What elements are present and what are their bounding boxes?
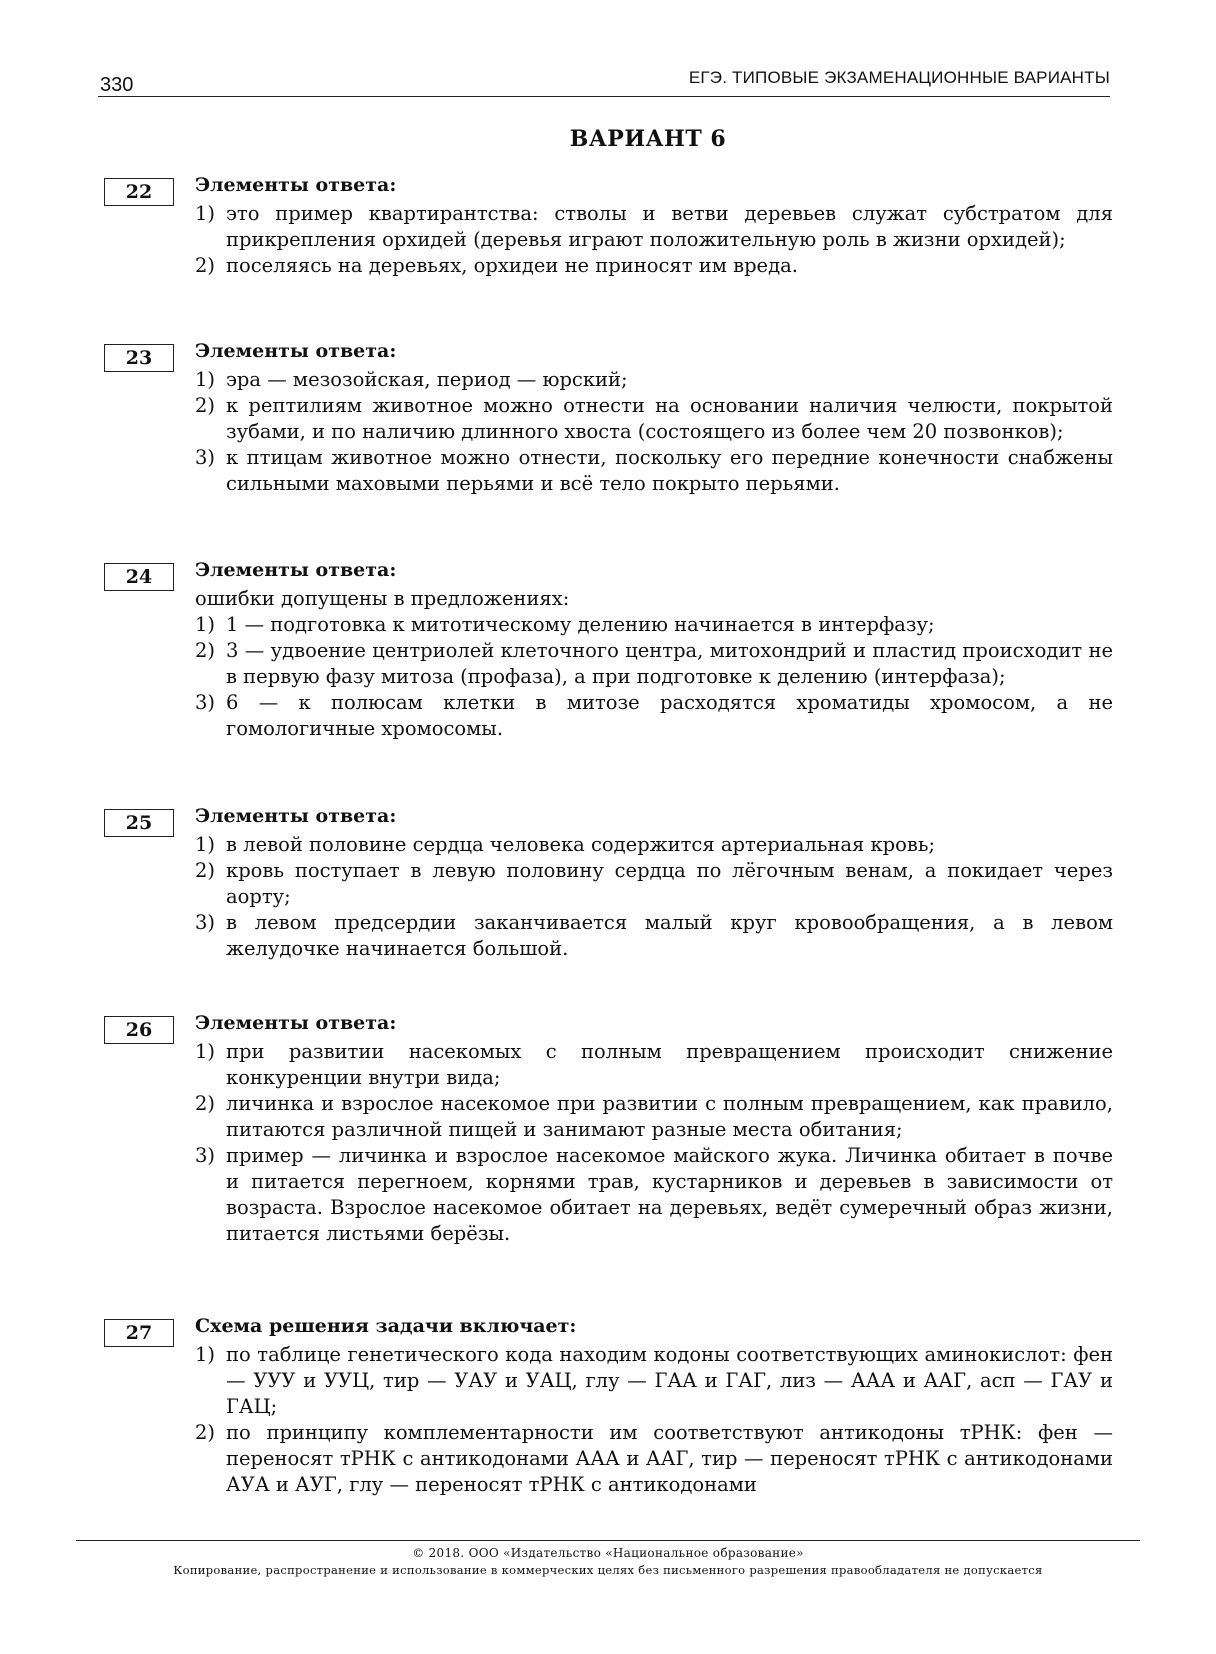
answer-item: 2) 3 — удвоение центриолей клеточного центра, митохондрий и пластид происходит не в первую фазу митоза (профаза), а при подготовке к делению (интерфаза); bbox=[195, 639, 1113, 688]
task-number-box: 22 bbox=[104, 178, 174, 206]
answer-item: 1) 1 — подготовка к митотическому делению начинается в интерфазу; bbox=[195, 613, 935, 636]
answer-item: 3) к птицам животное можно отнести, поскольку его передние конечности снабжены сильными маховыми перьями и всё тело покрыто перьями. bbox=[195, 446, 1113, 495]
answer-list bbox=[195, 1039, 1113, 1247]
answer-item: 1) это пример квартирантства: стволы и ветви деревьев служат субстратом для прикрепления орхидей (деревья играют положительную роль в жизни орхидей); bbox=[195, 202, 1113, 251]
running-title: ЕГЭ. ТИПОВЫЕ ЭКЗАМЕНАЦИОННЫЕ ВАРИАНТЫ bbox=[688, 68, 1110, 87]
task-body bbox=[195, 557, 1113, 742]
variant-title: ВАРИАНТ 6 bbox=[569, 126, 727, 152]
answer-item: 2) по принципу комплементарности им соответствуют антикодоны тРНК: фен — переносят тРНК с антикодонами ААА и ААГ, тир — переносят тРНК с антикодонами АУА и АУГ, глу — переносят тРНК с антикодонами bbox=[195, 1421, 1113, 1496]
task-heading: Элементы ответа: bbox=[195, 340, 397, 362]
answer-item: 1) по таблице генетического кода находим кодоны соответствующих аминокислот: фен — УУУ и УУЦ, тир — УАУ и УАЦ, глу — ГАА и ГАГ, лиз — ААА и ААГ, асп — ГАУ и ГАЦ; bbox=[195, 1343, 1113, 1418]
answer-item: 2) личинка и взрослое насекомое при развитии с полным превращением, как правило, питаются различной пищей и занимают разные места обитания; bbox=[195, 1092, 1113, 1141]
task-number-box: 27 bbox=[104, 1319, 174, 1347]
header-rule bbox=[98, 96, 1110, 97]
answer-item: 2) поселяясь на деревьях, орхидеи не приносят им вреда. bbox=[195, 254, 798, 277]
answer-item: 2) кровь поступает в левую половину сердца по лёгочным венам, а покидает через аорту; bbox=[195, 859, 1113, 908]
answer-list bbox=[195, 201, 1113, 279]
task-number-box: 25 bbox=[104, 809, 174, 837]
task-heading: Элементы ответа: bbox=[195, 805, 397, 827]
answer-list bbox=[195, 1342, 1113, 1498]
page-number: 330 bbox=[100, 74, 134, 96]
task-body bbox=[195, 803, 1113, 962]
task-heading: Элементы ответа: bbox=[195, 174, 397, 196]
answer-item: 3) пример — личинка и взрослое насекомое майского жука. Личинка обитает в почве и питается перегноем, корнями трав, кустарников и деревьев в зависимости от возраста. Взрослое насекомое обитает на деревьях, ведёт сумеречный образ жизни, питается листьями берёзы. bbox=[195, 1144, 1113, 1245]
answer-item: 3) 6 — к полюсам клетки в митозе расходятся хроматиды хромосом, а не гомологичные хромосомы. bbox=[195, 691, 1113, 740]
answer-item: 1) в левой половине сердца человека содержится артериальная кровь; bbox=[195, 833, 936, 856]
task-body bbox=[195, 338, 1113, 497]
task-number-box: 23 bbox=[104, 344, 174, 372]
task-body bbox=[195, 172, 1113, 279]
task-heading: Элементы ответа: bbox=[195, 1012, 397, 1034]
answer-item: 1) при развитии насекомых с полным превращением происходит снижение конкуренции внутри вида; bbox=[195, 1040, 1113, 1089]
task-intro: ошибки допущены в предложениях: bbox=[195, 587, 570, 610]
task-number-box: 24 bbox=[104, 563, 174, 591]
answer-list bbox=[195, 832, 1113, 962]
task-body bbox=[195, 1313, 1113, 1498]
footer-rule bbox=[76, 1540, 1140, 1541]
answer-list bbox=[195, 367, 1113, 497]
footer-notice: Копирование, распространение и использование в коммерческих целях без письменного разрешения правообладателя не допускается bbox=[173, 1563, 1043, 1577]
answer-item: 1) эра — мезозойская, период — юрский; bbox=[195, 368, 628, 391]
answer-item: 3) в левом предсердии заканчивается малый круг кровообращения, а в левом желудочке начинается большой. bbox=[195, 911, 1113, 960]
task-heading: Схема решения задачи включает: bbox=[195, 1315, 577, 1337]
task-number-box: 26 bbox=[104, 1016, 174, 1044]
task-heading: Элементы ответа: bbox=[195, 559, 397, 581]
answer-item: 2) к рептилиям животное можно отнести на основании наличия челюсти, покрытой зубами, и по наличию длинного хвоста (состоящего из более чем 20 позвонков); bbox=[195, 394, 1113, 443]
footer-copyright: © 2018. ООО «Издательство «Национальное образование» bbox=[412, 1546, 804, 1560]
task-body bbox=[195, 1010, 1113, 1247]
answer-list bbox=[195, 612, 1113, 742]
